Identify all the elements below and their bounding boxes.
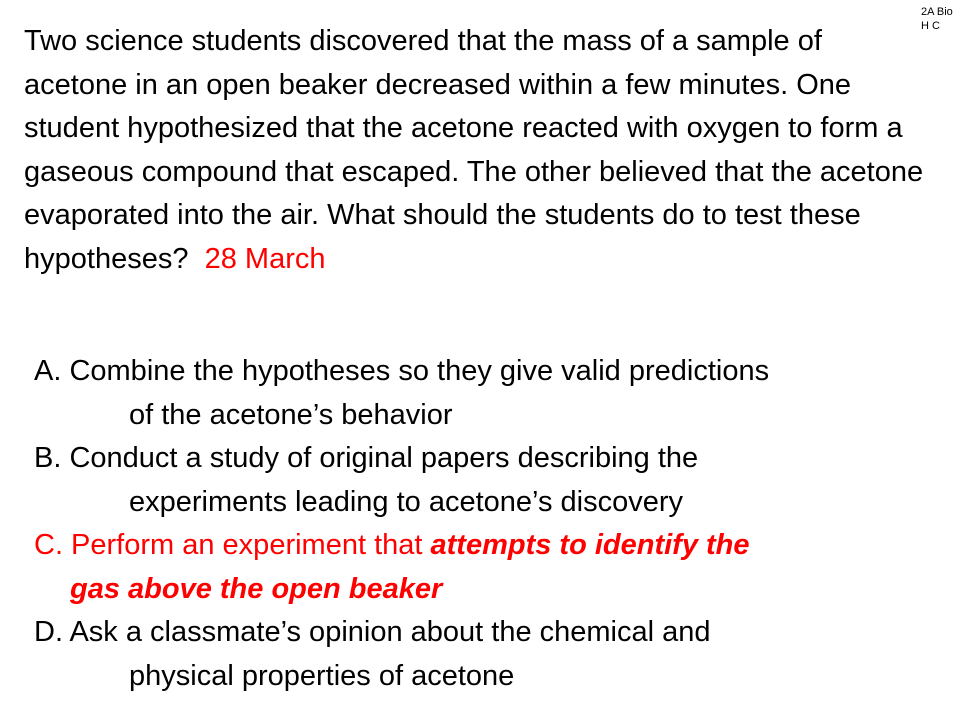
question-body: Two science students discovered that the mass of a sample of acetone in an open beaker decreased within a few minutes. One student hypothesized that the acetone reacted with oxygen to form a gaseous compound that escaped. The other believed that the acetone evaporated into the air. What should the students do to test these hypotheses? — [24, 25, 924, 275]
option-a — [34, 350, 934, 437]
option-d-line2: physical properties of acetone — [129, 659, 515, 692]
option-a-line2: of the acetone’s behavior — [129, 398, 453, 431]
option-a-line1: A. Combine the hypotheses so they give valid predictions — [34, 355, 770, 387]
option-d — [34, 611, 934, 698]
option-d-line1: D. Ask a classmate’s opinion about the chemical and — [34, 616, 711, 648]
option-c-correct — [34, 524, 934, 611]
question-text — [24, 20, 929, 281]
option-c-prefix: C. Perform an experiment that — [34, 529, 431, 561]
question-date: 28 March — [204, 242, 326, 275]
option-b — [34, 437, 934, 524]
option-b-line2: experiments leading to acetone’s discovery — [129, 485, 684, 518]
option-c-emphasis-2: gas above the open beaker — [70, 572, 443, 605]
slide-corner-label: 2A Bio H C — [921, 6, 953, 32]
option-c-emphasis-1: attempts to identify the — [430, 529, 750, 561]
answer-options — [34, 350, 934, 698]
option-b-line1: B. Conduct a study of original papers describing the — [34, 442, 699, 474]
